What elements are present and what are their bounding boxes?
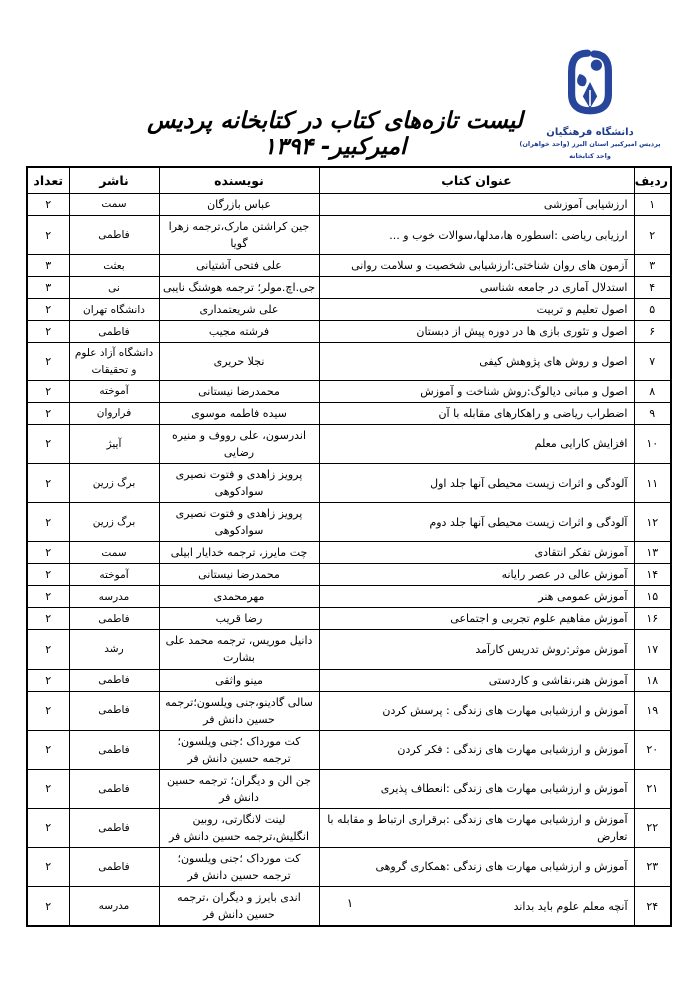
cell-author: سیده فاطمه موسوی <box>159 402 319 424</box>
table-row <box>27 503 671 542</box>
cell-count: ۲ <box>27 402 69 424</box>
cell-publisher: آموخته <box>69 564 159 586</box>
cell-count: ۲ <box>27 194 69 216</box>
cell-count: ۲ <box>27 464 69 503</box>
table-row <box>27 299 671 321</box>
cell-no: ۱۴ <box>634 564 671 586</box>
header-row-number: ردیف <box>634 167 671 194</box>
cell-no: ۳ <box>634 255 671 277</box>
header-author: نویسنده <box>159 167 319 194</box>
cell-no: ۱۱ <box>634 464 671 503</box>
cell-title: آموزش عمومی هنر <box>319 586 634 608</box>
cell-count: ۲ <box>27 608 69 630</box>
cell-no: ۱۲ <box>634 503 671 542</box>
cell-publisher: سمت <box>69 542 159 564</box>
cell-publisher: مدرسه <box>69 887 159 927</box>
cell-publisher: سمت <box>69 194 159 216</box>
cell-publisher: دانشگاه تهران <box>69 299 159 321</box>
cell-publisher: برگ زرین <box>69 503 159 542</box>
table-row <box>27 255 671 277</box>
cell-title: ارزشیابی آموزشی <box>319 194 634 216</box>
cell-author: علی شریعتمداری <box>159 299 319 321</box>
cell-no: ۲۰ <box>634 730 671 769</box>
cell-author: جن الن و دیگران؛ ترجمه حسین دانش فر <box>159 769 319 808</box>
cell-no: ۲۲ <box>634 808 671 847</box>
cell-author: کت مورداک ؛جنی ویلسون؛ ترجمه حسین دانش فر <box>159 847 319 886</box>
cell-publisher: فاطمی <box>69 669 159 691</box>
table-row <box>27 542 671 564</box>
cell-publisher: نی <box>69 277 159 299</box>
cell-no: ۱۹ <box>634 691 671 730</box>
cell-publisher: فاطمی <box>69 691 159 730</box>
cell-title: اصول و روش های پژوهش کیفی <box>319 343 634 381</box>
cell-author: محمدرضا نیستانی <box>159 380 319 402</box>
cell-count: ۲ <box>27 847 69 886</box>
library-unit-line: واحد کتابخانه <box>569 151 611 160</box>
cell-author: کت مورداک ؛جنی ویلسون؛ ترجمه حسین دانش فر <box>159 730 319 769</box>
table-row <box>27 343 671 381</box>
cell-title: آزمون های روان شناختی:ارزشیابی شخصیت و سلامت روانی <box>319 255 634 277</box>
cell-no: ۱ <box>634 194 671 216</box>
cell-count: ۲ <box>27 424 69 463</box>
cell-publisher: فاطمی <box>69 769 159 808</box>
cell-no: ۲ <box>634 216 671 255</box>
table-row <box>27 608 671 630</box>
cell-no: ۱۳ <box>634 542 671 564</box>
cell-title: آموزش تفکر انتقادی <box>319 542 634 564</box>
cell-no: ۱۸ <box>634 669 671 691</box>
cell-title: اصول و مبانی دیالوگ:روش شناخت و آموزش <box>319 380 634 402</box>
table-row <box>27 402 671 424</box>
cell-author: دانیل موریس، ترجمه محمد علی بشارت <box>159 630 319 669</box>
cell-no: ۷ <box>634 343 671 381</box>
document-title: لیست تازه‌های کتاب در کتابخانه پردیس امیرکبیر- ۱۳۹۴ <box>147 108 523 160</box>
books-table-container <box>28 166 672 927</box>
header-publisher: ناشر <box>69 167 159 194</box>
cell-count: ۲ <box>27 503 69 542</box>
cell-count: ۲ <box>27 669 69 691</box>
cell-count: ۲ <box>27 630 69 669</box>
table-row <box>27 564 671 586</box>
table-row <box>27 277 671 299</box>
cell-title: آلودگی و اثرات زیست محیطی آنها جلد اول <box>319 464 634 503</box>
cell-publisher: فاطمی <box>69 847 159 886</box>
cell-count: ۲ <box>27 299 69 321</box>
cell-count: ۲ <box>27 730 69 769</box>
cell-author: لینت لانگارتی، روبین انگلیش،ترجمه حسین دانش فر <box>159 808 319 847</box>
cell-count: ۳ <box>27 277 69 299</box>
cell-publisher: فاطمی <box>69 321 159 343</box>
cell-no: ۱۰ <box>634 424 671 463</box>
cell-author: چت مایرز، ترجمه خدایار ابیلی <box>159 542 319 564</box>
table-row <box>27 321 671 343</box>
table-row <box>27 586 671 608</box>
cell-author: مینو واثقی <box>159 669 319 691</box>
cell-no: ۵ <box>634 299 671 321</box>
cell-author: رضا قریب <box>159 608 319 630</box>
cell-title: آلودگی و اثرات زیست محیطی آنها جلد دوم <box>319 503 634 542</box>
cell-count: ۲ <box>27 808 69 847</box>
cell-title: آموزش و ارزشیابی مهارت های زندگی : فکر کردن <box>319 730 634 769</box>
table-row <box>27 808 671 847</box>
cell-author: مهرمحمدی <box>159 586 319 608</box>
cell-count: ۲ <box>27 586 69 608</box>
table-row <box>27 691 671 730</box>
cell-title: آموزش موثر:روش تدریس کارآمد <box>319 630 634 669</box>
cell-count: ۳ <box>27 255 69 277</box>
cell-author: جین کراشتن مارک،ترجمه زهرا گویا <box>159 216 319 255</box>
cell-title: آموزش و ارزشیابی مهارت های زندگی :انعطاف پذیری <box>319 769 634 808</box>
cell-count: ۲ <box>27 769 69 808</box>
cell-publisher: فاطمی <box>69 608 159 630</box>
cell-no: ۱۶ <box>634 608 671 630</box>
cell-author: سالی گادینو،جنی ویلسون؛ترجمه حسین دانش فر <box>159 691 319 730</box>
cell-no: ۸ <box>634 380 671 402</box>
cell-publisher: بعثت <box>69 255 159 277</box>
cell-no: ۱۷ <box>634 630 671 669</box>
cell-title: ارزیابی ریاضی :اسطوره ها،مدلها،سوالات خوب و ... <box>319 216 634 255</box>
cell-count: ۲ <box>27 321 69 343</box>
cell-author: اندی بایرز و دیگران ،ترجمه حسین دانش فر <box>159 887 319 927</box>
table-row <box>27 769 671 808</box>
cell-title: آموزش و ارزشیابی مهارت های زندگی : پرسش کردن <box>319 691 634 730</box>
header-book-title: عنوان کتاب <box>319 167 634 194</box>
cell-author: اندرسون، علی رووف و منیره رضایی <box>159 424 319 463</box>
cell-no: ۹ <box>634 402 671 424</box>
table-row <box>27 847 671 886</box>
cell-no: ۲۱ <box>634 769 671 808</box>
cell-no: ۴ <box>634 277 671 299</box>
table-row <box>27 730 671 769</box>
cell-publisher: فاطمی <box>69 808 159 847</box>
cell-publisher: برگ زرین <box>69 464 159 503</box>
cell-title: آموزش و ارزشیابی مهارت های زندگی :برقراری ارتباط و مقابله با تعارض <box>319 808 634 847</box>
cell-title: آموزش و ارزشیابی مهارت های زندگی :همکاری گروهی <box>319 847 634 886</box>
table-row <box>27 669 671 691</box>
cell-no: ۲۳ <box>634 847 671 886</box>
cell-title: استدلال آماری در جامعه شناسی <box>319 277 634 299</box>
cell-publisher: آموخته <box>69 380 159 402</box>
cell-publisher: فاطمی <box>69 730 159 769</box>
cell-count: ۲ <box>27 564 69 586</box>
table-header-row <box>27 167 671 194</box>
cell-publisher: فاطمی <box>69 216 159 255</box>
cell-publisher: آییژ <box>69 424 159 463</box>
cell-author: علی فتحی آشتیانی <box>159 255 319 277</box>
cell-author: فرشته مجیب <box>159 321 319 343</box>
cell-publisher: فراروان <box>69 402 159 424</box>
cell-count: ۲ <box>27 691 69 730</box>
cell-title: آموزش مفاهیم علوم تجربی و اجتماعی <box>319 608 634 630</box>
cell-title: اصول و تئوری بازی ها در دوره پیش از دبستان <box>319 321 634 343</box>
books-table <box>26 166 672 927</box>
cell-no: ۲۴ <box>634 887 671 927</box>
cell-author: نجلا حریری <box>159 343 319 381</box>
table-row <box>27 630 671 669</box>
books-table-body <box>27 194 671 927</box>
university-name: دانشگاه فرهنگیان <box>546 127 634 138</box>
cell-no: ۶ <box>634 321 671 343</box>
cell-no: ۱۵ <box>634 586 671 608</box>
table-row <box>27 216 671 255</box>
cell-publisher: دانشگاه آزاد علوم و تحقیقات <box>69 343 159 381</box>
cell-count: ۲ <box>27 343 69 381</box>
table-row <box>27 380 671 402</box>
table-row <box>27 464 671 503</box>
university-logo-icon <box>566 44 614 120</box>
cell-count: ۲ <box>27 216 69 255</box>
cell-count: ۲ <box>27 380 69 402</box>
cell-publisher: مدرسه <box>69 586 159 608</box>
page-number: ۱ <box>346 896 354 910</box>
cell-author: پرویز زاهدی و فتوت نصیری سوادکوهی <box>159 503 319 542</box>
cell-author: عباس بازرگان <box>159 194 319 216</box>
cell-title: آموزش عالی در عصر رایانه <box>319 564 634 586</box>
cell-author: جی.اچ.مولر؛ ترجمه هوشنگ نایبی <box>159 277 319 299</box>
cell-title: افزایش کارایی معلم <box>319 424 634 463</box>
table-row <box>27 424 671 463</box>
cell-count: ۲ <box>27 887 69 927</box>
cell-count: ۲ <box>27 542 69 564</box>
cell-title: اضطراب ریاضی و راهکارهای مقابله با آن <box>319 402 634 424</box>
cell-title: آنچه معلم علوم باید بداند <box>319 887 634 927</box>
cell-publisher: رشد <box>69 630 159 669</box>
header-count: تعداد <box>27 167 69 194</box>
table-row <box>27 194 671 216</box>
cell-author: محمدرضا نیستانی <box>159 564 319 586</box>
cell-author: پرویز زاهدی و فتوت نصیری سوادکوهی <box>159 464 319 503</box>
cell-title: اصول تعلیم و تربیت <box>319 299 634 321</box>
campus-line: پردیس امیرکبیر استان البرز (واحد خواهران) <box>519 140 661 148</box>
cell-title: آموزش هنر،نقاشی و کاردستی <box>319 669 634 691</box>
